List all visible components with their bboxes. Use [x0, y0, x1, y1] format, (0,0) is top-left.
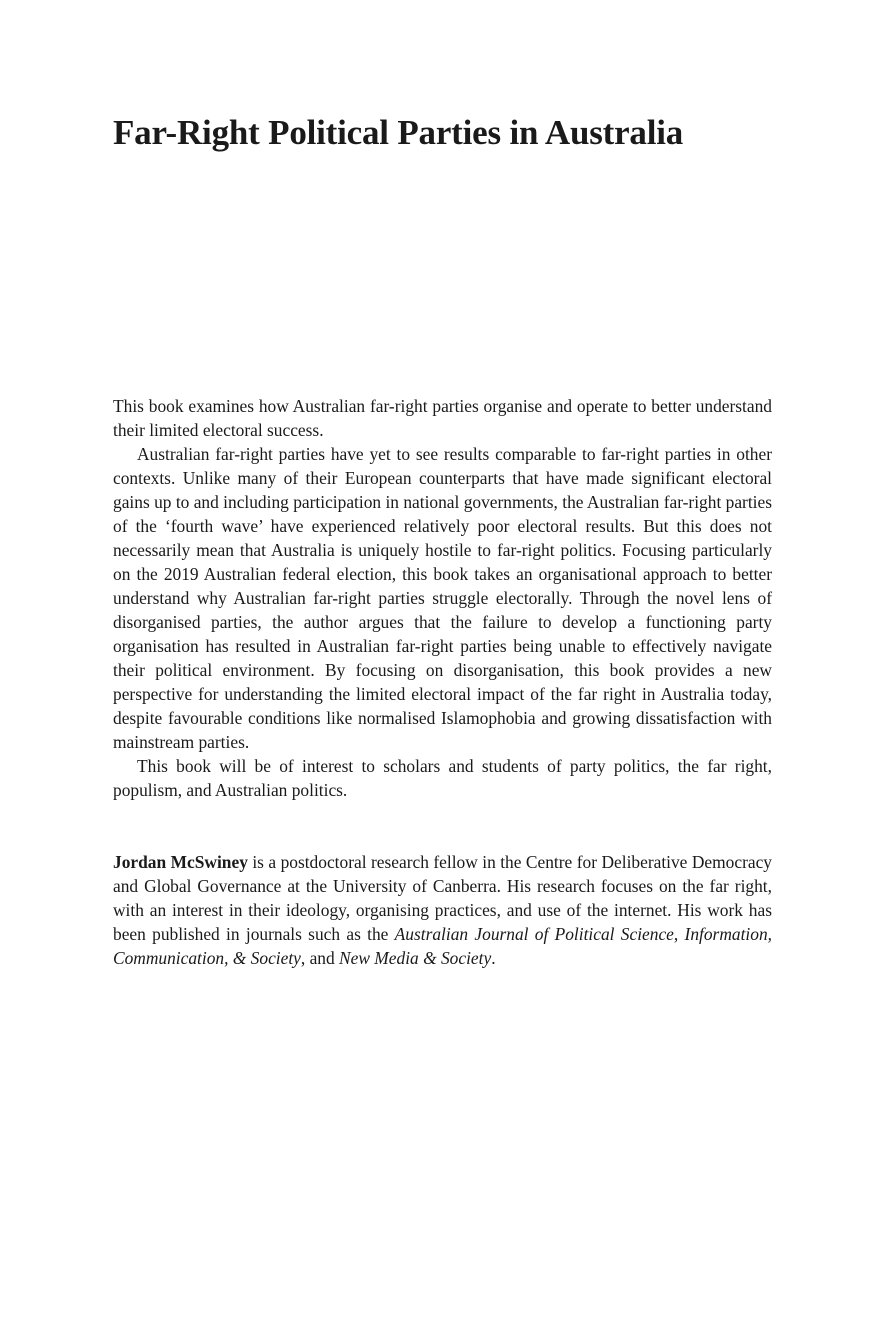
bio-separator-2: , and	[300, 948, 340, 968]
journal-title-1: Australian Journal of Political Science	[394, 924, 674, 944]
description-paragraph-1: This book examines how Australian far-right parties organise and operate to better understand their limited electoral success.	[113, 396, 772, 440]
author-bio	[113, 850, 772, 970]
description-paragraph-3: This book will be of interest to scholars and students of party politics, the far right, populism, and Australian politics.	[113, 756, 772, 800]
author-name: Jordan McSwiney	[113, 852, 248, 872]
bio-separator-1: ,	[673, 924, 685, 944]
book-description	[113, 394, 772, 802]
journal-title-3: New Media & Society	[339, 948, 492, 968]
book-title: Far-Right Political Parties in Australia	[113, 113, 684, 152]
bio-text: is a postdoctoral research fellow in the Centre for Deliberative Democracy and Global Governance at the University of Canberra. His research focuses on the far right, with an interest in their ideology, organising practices, and use of the internet. His work has been published in journals such as the	[113, 852, 773, 944]
description-paragraph-2: Australian far-right parties have yet to see results comparable to far-right parties in other contexts. Unlike many of their European counterparts that have made significant electoral gains up to and including participation in national governments, the Australian far-right parties of the ‘fourth wave’ have experienced relatively poor electoral results. But this does not necessarily mean that Australia is uniquely hostile to far-right politics. Focusing particularly on the 2019 Australian federal election, this book takes an organisational approach to better understand why Australian far-right parties struggle electorally. Through the novel lens of disorganised parties, the author argues that the failure to develop a functioning party organisation has resulted in Australian far-right parties being unable to effectively navigate their political environment. By focusing on disorganisation, this book provides a new perspective for understanding the limited electoral impact of the far right in Australia today, despite favourable conditions like normalised Islamophobia and growing dissatisfaction with mainstream parties.	[113, 444, 772, 752]
journal-title-2: Information, Communication, & Society	[113, 924, 772, 968]
bio-end: .	[491, 948, 496, 968]
